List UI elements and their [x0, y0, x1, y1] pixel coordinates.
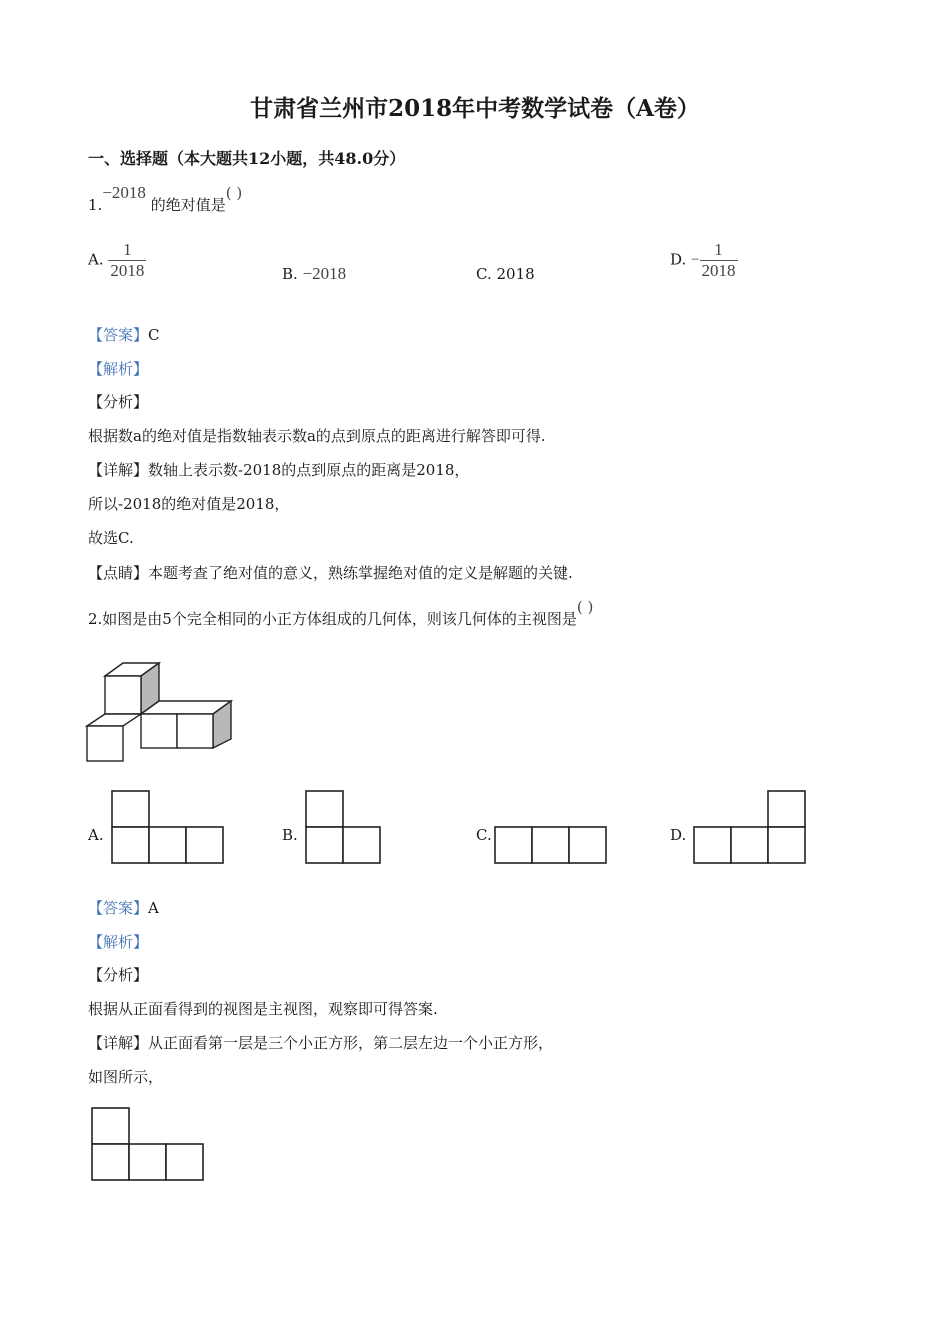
- q1-option-d: [670, 240, 738, 281]
- q1-detail: [88, 459, 469, 480]
- q1-option-d-denominator: 2018: [701, 261, 736, 280]
- q2-solution-figure: [91, 1107, 206, 1183]
- q1-number: 1.: [88, 196, 103, 214]
- q1-option-c-label: C.: [476, 265, 492, 283]
- q1-expression: −2018: [102, 183, 146, 202]
- q2-fenxi-text: 根据从正面看得到的视图是主视图，观察即可得答案.: [88, 1000, 438, 1018]
- q1-stem: [88, 183, 243, 215]
- q1-comment-text: 本题考查了绝对值的意义，熟练掌握绝对值的定义是解题的关键.: [148, 564, 573, 582]
- q1-option-a-denominator: 2018: [110, 261, 145, 280]
- q2-fenxi-tag: 【分析】: [88, 966, 149, 984]
- q2-solid-figure: [86, 660, 236, 764]
- q1-answer-value: C: [148, 326, 160, 344]
- q1-option-b-value: −2018: [302, 264, 347, 283]
- q2-detail-tag: 【详解】: [88, 1034, 149, 1052]
- middle-cube-front-face: [141, 714, 177, 748]
- q1-detail-tag: 【详解】: [88, 461, 149, 479]
- q2-paren: ( ): [576, 598, 594, 616]
- q2-option-d-figure: [693, 790, 808, 865]
- q2-option-d-label: D.: [670, 826, 687, 844]
- q2-option-a-figure: [111, 790, 226, 865]
- q2-option-c-figure: [494, 826, 609, 866]
- q2-detail: [88, 1032, 553, 1053]
- q2-option-a-label: A.: [88, 826, 104, 844]
- q1-answer: [88, 324, 160, 345]
- q1-analysis-tag: 【解析】: [88, 360, 149, 378]
- q1-paren: ( ): [225, 184, 243, 202]
- front-cube-front-face: [87, 726, 123, 761]
- q2-answer-value: A: [148, 899, 159, 917]
- q1-comment: [88, 562, 573, 583]
- q1-detail-line-3: 故选C.: [88, 529, 134, 547]
- q1-stem-text: 的绝对值是: [150, 196, 226, 214]
- q2-answer-tag: 【答案】: [88, 899, 149, 917]
- q1-option-c: [476, 265, 535, 283]
- q2-analysis-tag: 【解析】: [88, 933, 149, 951]
- q1-detail-line-1: 数轴上表示数-2018的点到原点的距离是2018，: [148, 461, 470, 479]
- q1-option-b-label: B.: [282, 265, 298, 283]
- q1-fenxi-tag: 【分析】: [88, 393, 149, 411]
- q1-option-a-label: A.: [88, 250, 104, 269]
- q2-answer: [88, 897, 159, 918]
- q1-option-a: [88, 240, 146, 281]
- top-cube-front-face: [105, 676, 141, 714]
- q2-detail-line-2: 如图所示，: [88, 1068, 164, 1086]
- q1-fenxi-text: 根据数a的绝对值是指数轴表示数a的点到原点的距离进行解答即可得.: [88, 427, 546, 445]
- q1-option-a-fraction: [108, 240, 146, 281]
- q2-option-b-label: B.: [282, 826, 298, 844]
- q1-option-d-sign: −: [691, 252, 700, 268]
- q1-option-c-value: 2018: [496, 265, 535, 283]
- section-heading: 一、选择题（本大题共12小题，共48.0分）: [88, 149, 406, 168]
- q2-stem: [88, 598, 594, 629]
- q2-option-b-figure: [305, 790, 385, 865]
- q1-option-d-label: D.: [670, 250, 687, 269]
- q2-stem-text: 2.如图是由5个完全相同的小正方体组成的几何体，则该几何体的主视图是: [88, 610, 577, 628]
- right-cube-front-face: [177, 714, 213, 748]
- q1-answer-tag: 【答案】: [88, 326, 149, 344]
- front-cube-top-face: [87, 714, 141, 726]
- q1-option-d-numerator: 1: [714, 240, 723, 259]
- q1-option-b: [282, 264, 346, 284]
- page-title: 甘肃省兰州市2018年中考数学试卷（A卷）: [250, 95, 700, 122]
- q2-detail-line-1: 从正面看第一层是三个小正方形，第二层左边一个小正方形，: [148, 1034, 554, 1052]
- q2-option-c-label: C.: [476, 826, 492, 844]
- q1-detail-line-2: 所以-2018的绝对值是2018，: [88, 495, 290, 513]
- q1-option-a-numerator: 1: [123, 240, 132, 259]
- q1-option-d-fraction: [700, 240, 738, 281]
- q1-comment-tag: 【点睛】: [88, 564, 149, 582]
